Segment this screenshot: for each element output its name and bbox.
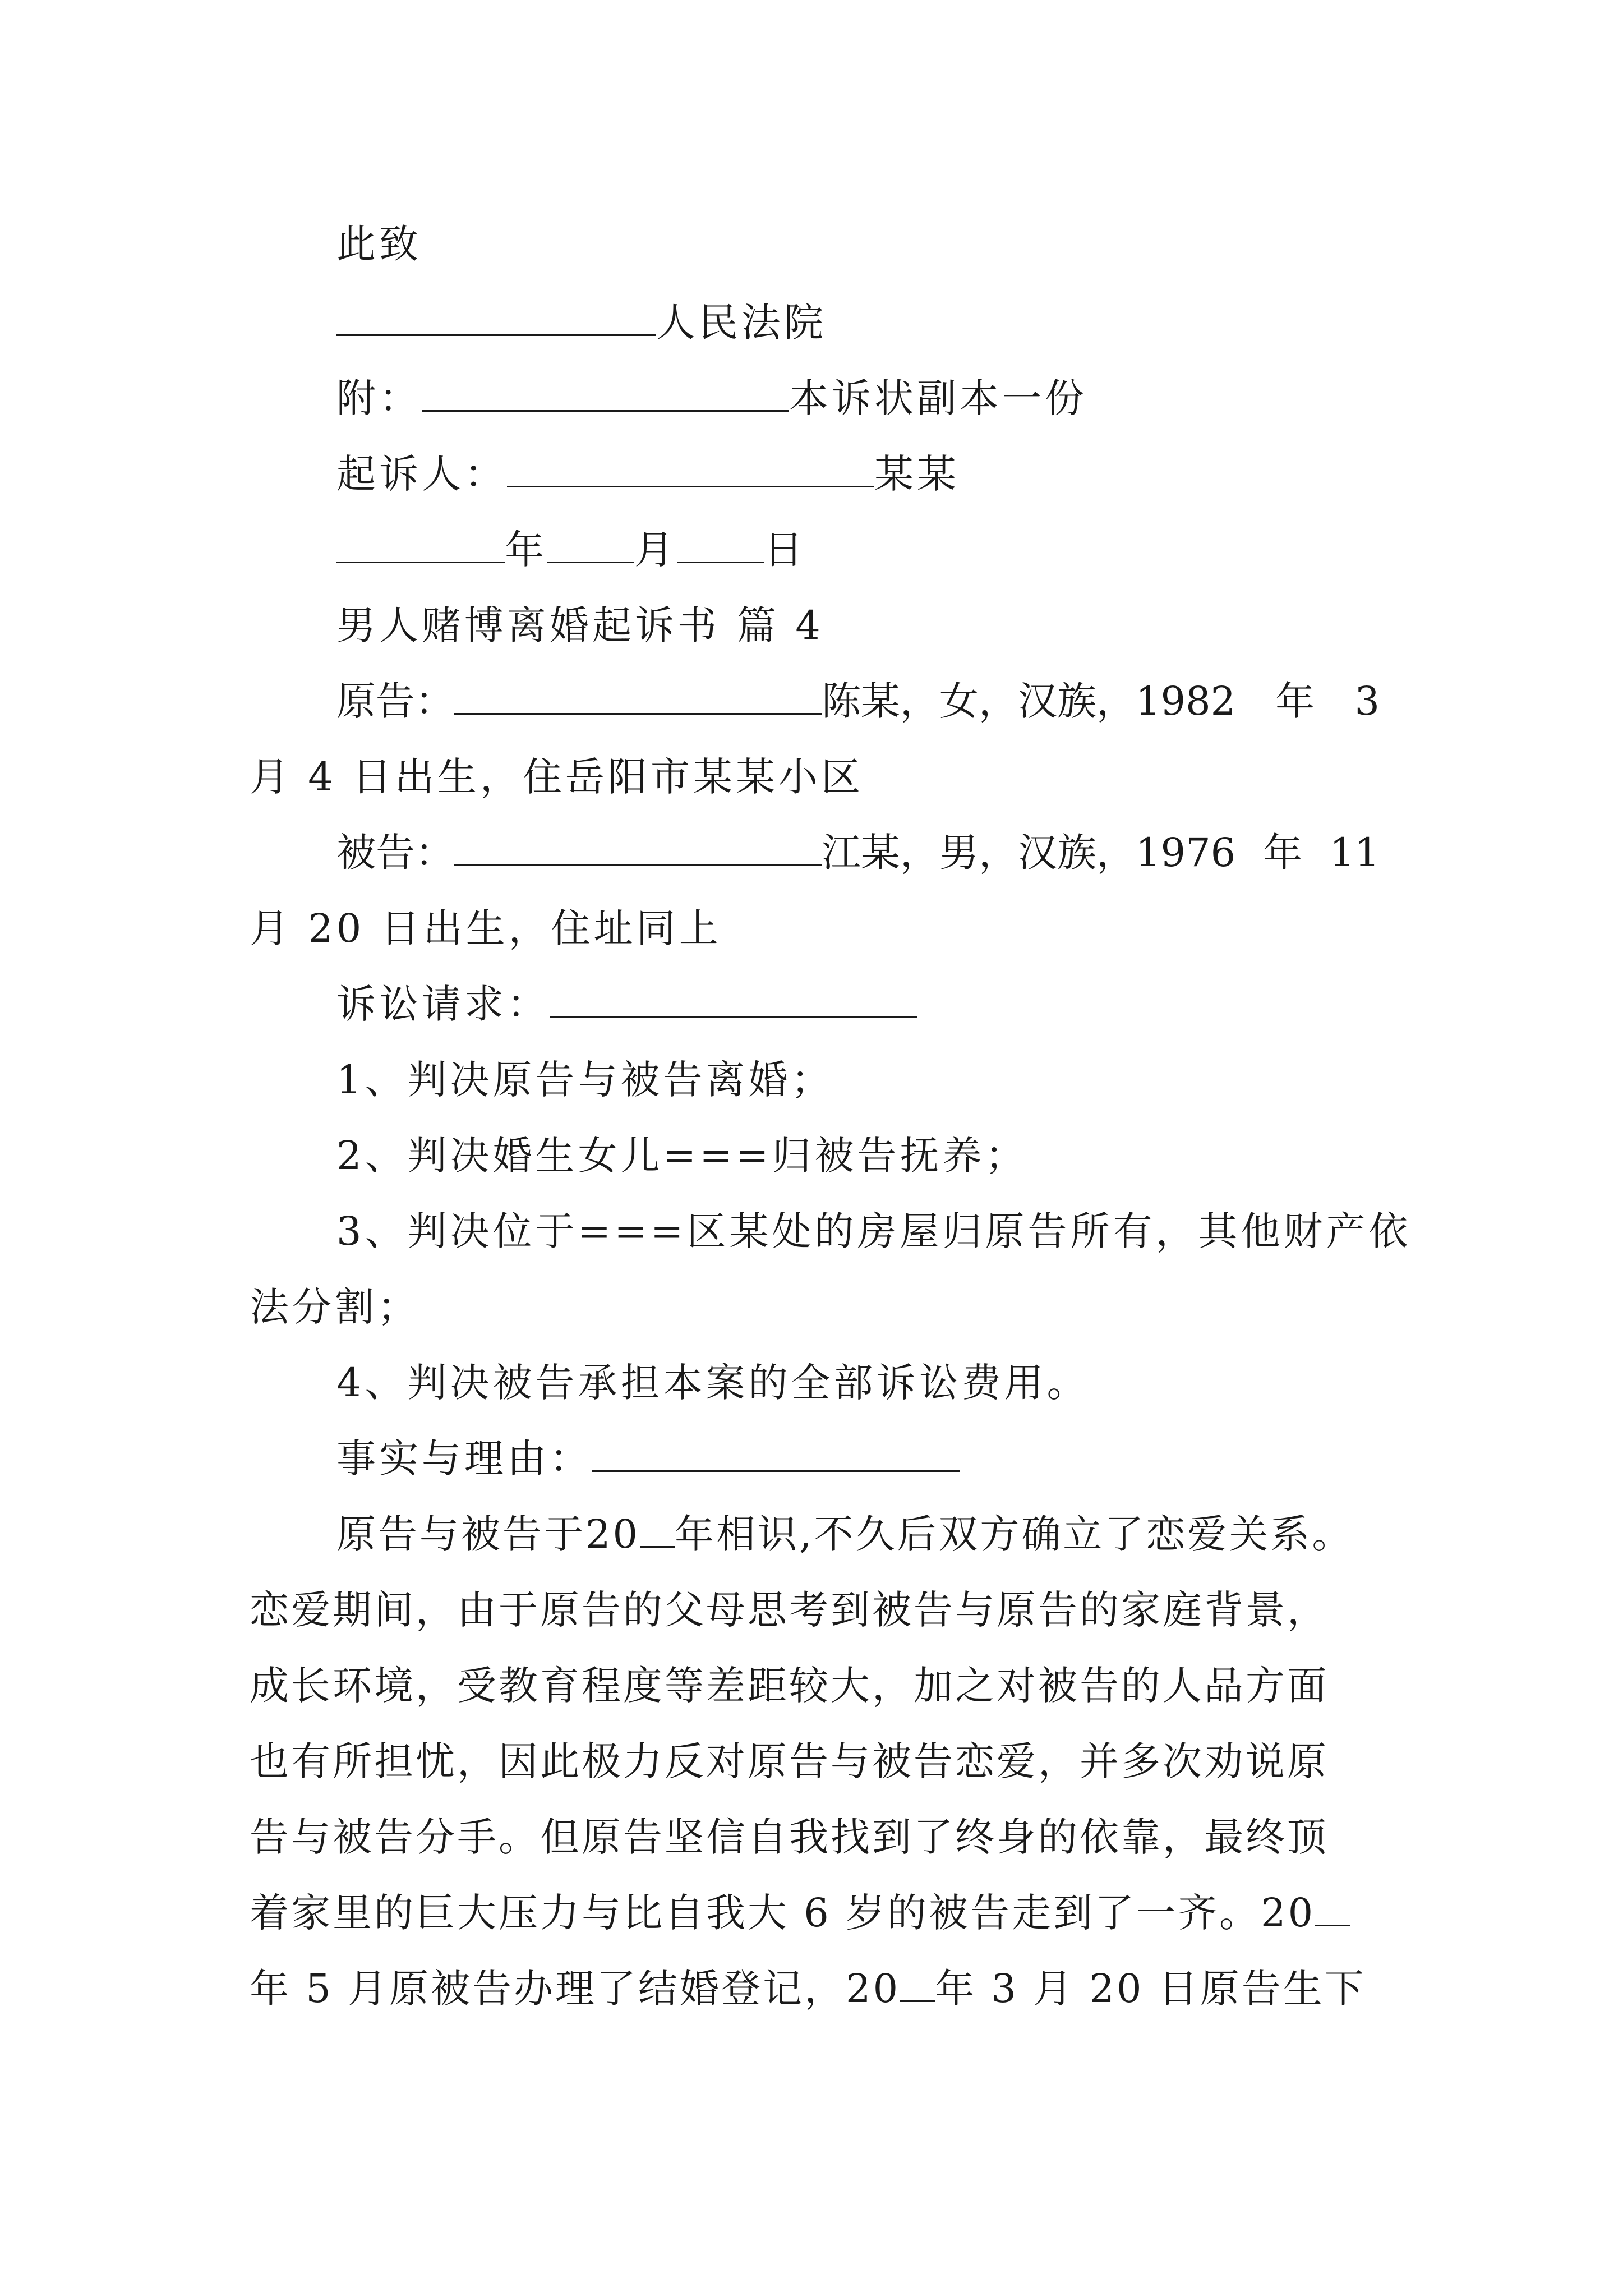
facts-line: 恋爱期间，由于原告的父母思考到被告与原告的家庭背景， <box>250 1587 1329 1633</box>
facts-line <box>250 1961 1366 2017</box>
defendant-label: 被告： <box>336 830 454 876</box>
claims-heading-text: 诉讼请求： <box>336 981 550 1027</box>
date-line <box>336 522 806 578</box>
attachment-text: 本诉状副本一份 <box>789 375 1087 421</box>
facts-heading-blank <box>592 1435 960 1472</box>
plaintiff-signature-blank <box>507 451 874 487</box>
claims-heading <box>336 976 917 1032</box>
facts-heading <box>336 1430 960 1487</box>
facts-text: 年 5 月原被告办理了结婚登记，20 <box>250 1966 901 2012</box>
facts-text: 原告与被告于20 <box>336 1511 640 1557</box>
claim-item: 1、判决原告与被告离婚； <box>336 1057 834 1103</box>
year-blank-inline <box>1315 1890 1350 1926</box>
facts-line: 告与被告分手。但原告坚信自我找到了终身的依靠，最终顶 <box>250 1814 1329 1860</box>
month-blank <box>547 527 634 563</box>
plaintiff-info-3: 3 <box>1354 678 1380 724</box>
facts-line: 成长环境，受教育程度等差距较大，加之对被告的人品方面 <box>250 1663 1329 1709</box>
plaintiff-signature-line <box>336 446 960 502</box>
claim-item: 3、判决位于===区某处的房屋归原告所有，其他财产依 <box>336 1208 1412 1254</box>
defendant-info-3: 11 <box>1329 830 1380 876</box>
year-blank-inline <box>640 1511 675 1548</box>
plaintiff-signature-name: 某某 <box>874 451 960 497</box>
court-line <box>336 295 827 351</box>
facts-line: 也有所担忧，因此极力反对原告与被告恋爱，并多次劝说原 <box>250 1738 1329 1784</box>
claim-item-continuation: 法分割； <box>250 1284 420 1330</box>
day-label: 日 <box>764 527 806 573</box>
attachment-blank <box>422 375 789 412</box>
section-part-number: 篇 4 <box>737 602 824 648</box>
facts-text: 年 3 月 20 日原告生下 <box>935 1966 1366 2012</box>
plaintiff-head <box>336 673 1235 729</box>
facts-line <box>250 1885 1350 1941</box>
plaintiff-line-1 <box>336 673 1380 729</box>
attachment-line <box>336 370 1087 426</box>
claims-heading-blank <box>550 981 917 1018</box>
claim-item: 4、判决被告承担本案的全部诉讼费用。 <box>336 1360 1090 1406</box>
defendant-blank <box>454 830 822 866</box>
plaintiff-info-1: 陈某，女，汉族，1982 <box>822 678 1236 724</box>
plaintiff-signature-label: 起诉人： <box>336 451 507 497</box>
facts-text: 着家里的巨大压力与比自我大 6 岁的被告走到了一齐。20 <box>250 1890 1316 1936</box>
year-label: 年 <box>505 527 547 573</box>
defendant-head <box>336 825 1235 881</box>
defendant-info-2: 年 <box>1263 830 1303 876</box>
defendant-line-1 <box>336 825 1380 881</box>
court-blank <box>336 300 656 336</box>
court-suffix: 人民法院 <box>656 300 827 346</box>
month-label: 月 <box>634 527 677 573</box>
facts-heading-text: 事实与理由： <box>336 1435 592 1481</box>
defendant-info-1: 江某，男，汉族，1976 <box>822 830 1236 876</box>
section-title <box>336 597 824 654</box>
facts-line <box>336 1506 1353 1562</box>
year-blank <box>336 527 505 563</box>
attachment-label: 附： <box>336 375 422 421</box>
defendant-line-2: 月 20 日出生，住址同上 <box>250 905 722 951</box>
plaintiff-label: 原告： <box>336 678 454 724</box>
plaintiff-blank <box>454 678 822 715</box>
year-blank-inline <box>900 1966 935 2002</box>
claim-item: 2、判决婚生女儿===归被告抚养； <box>336 1133 1028 1179</box>
facts-text: 年相识,不久后双方确立了恋爱关系。 <box>675 1511 1354 1557</box>
section-title-text: 男人赌博离婚起诉书 <box>336 602 720 648</box>
closing-salutation: 此致 <box>336 221 422 267</box>
plaintiff-info-2: 年 <box>1275 678 1315 724</box>
day-blank <box>677 527 764 563</box>
plaintiff-line-2: 月 4 日出生，住岳阳市某某小区 <box>250 754 864 800</box>
